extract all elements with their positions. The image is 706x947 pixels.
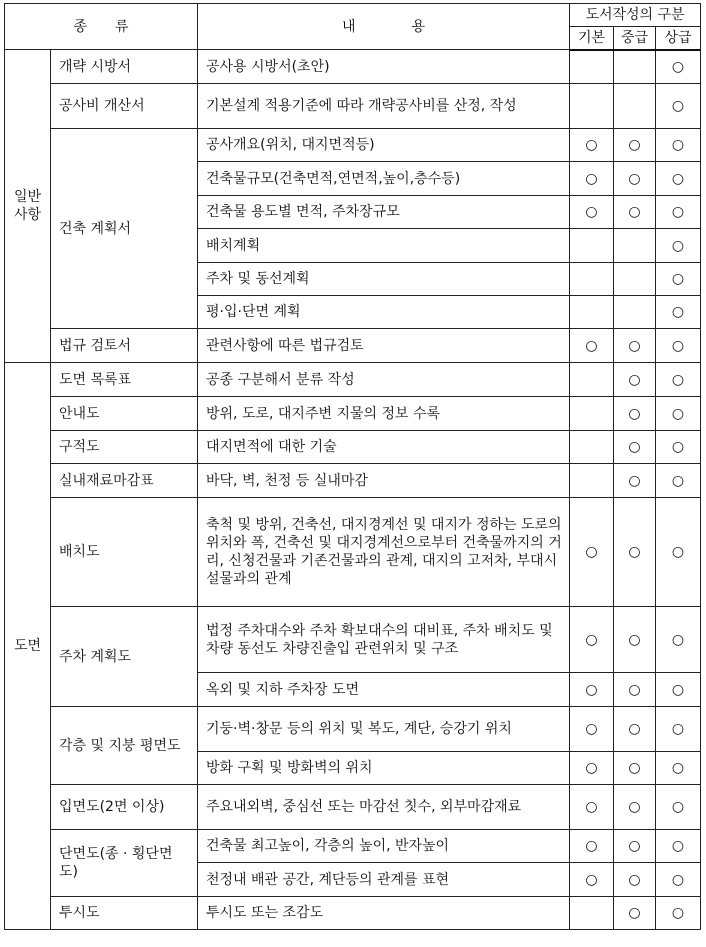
mark-basic <box>570 464 614 498</box>
content-cell: 공사용 시방서(초안) <box>198 50 570 84</box>
content-cell: 공종 구분해서 분류 작성 <box>198 363 570 397</box>
mark-advanced: ○ <box>656 431 701 464</box>
content-cell: 대지면적에 대한 기술 <box>198 431 570 464</box>
item-outline-spec: 개략 시방서 <box>51 50 198 84</box>
mark-advanced: ○ <box>656 50 701 84</box>
content-cell: 바닥, 벽, 천정 등 실내마감 <box>198 464 570 498</box>
content-cell: 축척 및 방위, 건축선, 대지경계선 및 대지가 정하는 도로의 위치와 폭, 건축선 및 대지경계선으로부터 건축물까지의 거리, 신청건물과 기존건물과의 관계, 대지의 고저차, 부대시설물과의 관계 <box>198 498 570 607</box>
mark-basic: ○ <box>570 707 614 752</box>
header-content: 내 용 <box>198 4 570 50</box>
mark-advanced: ○ <box>656 84 701 129</box>
mark-intermediate: ○ <box>614 707 656 752</box>
mark-intermediate: ○ <box>614 863 656 897</box>
mark-intermediate: ○ <box>614 673 656 707</box>
mark-intermediate: ○ <box>614 498 656 607</box>
content-cell: 건축물 용도별 면적, 주차장규모 <box>198 196 570 229</box>
mark-basic: ○ <box>570 752 614 785</box>
item-location-map: 안내도 <box>51 397 198 431</box>
mark-basic: ○ <box>570 607 614 673</box>
mark-basic <box>570 431 614 464</box>
category-general: 일반 사항 <box>5 50 51 363</box>
mark-advanced: ○ <box>656 162 701 196</box>
mark-basic <box>570 50 614 84</box>
mark-intermediate: ○ <box>614 162 656 196</box>
item-code-review: 법규 검토서 <box>51 329 198 363</box>
mark-intermediate: ○ <box>614 464 656 498</box>
mark-basic: ○ <box>570 673 614 707</box>
mark-advanced: ○ <box>656 296 701 329</box>
mark-advanced: ○ <box>656 897 701 930</box>
item-building-plan: 건축 계획서 <box>51 129 198 329</box>
mark-intermediate <box>614 229 656 263</box>
content-cell: 관련사항에 따른 법규검토 <box>198 329 570 363</box>
item-finish-schedule: 실내재료마감표 <box>51 464 198 498</box>
mark-basic: ○ <box>570 162 614 196</box>
item-drawing-list: 도면 목록표 <box>51 363 198 397</box>
mark-basic: ○ <box>570 129 614 162</box>
mark-advanced: ○ <box>656 498 701 607</box>
content-cell: 기본설계 적용기준에 따라 개략공사비를 산정, 작성 <box>198 84 570 129</box>
mark-intermediate: ○ <box>614 607 656 673</box>
content-cell: 건축물 최고높이, 각층의 높이, 반자높이 <box>198 830 570 863</box>
mark-advanced: ○ <box>656 229 701 263</box>
header-level-advanced: 상급 <box>656 27 701 50</box>
mark-advanced: ○ <box>656 263 701 296</box>
category-drawings: 도면 <box>5 363 51 930</box>
mark-intermediate: ○ <box>614 830 656 863</box>
mark-basic <box>570 296 614 329</box>
mark-intermediate <box>614 296 656 329</box>
header-level-intermediate: 중급 <box>614 27 656 50</box>
item-sections: 단면도(종 · 횡단면도) <box>51 830 198 897</box>
mark-advanced: ○ <box>656 329 701 363</box>
mark-advanced: ○ <box>656 785 701 830</box>
mark-basic <box>570 84 614 129</box>
mark-basic: ○ <box>570 785 614 830</box>
content-cell: 공사개요(위치, 대지면적등) <box>198 129 570 162</box>
item-floor-roof-plans: 각층 및 지붕 평면도 <box>51 707 198 785</box>
content-cell: 방위, 도로, 대지주변 지물의 정보 수록 <box>198 397 570 431</box>
mark-basic <box>570 263 614 296</box>
mark-advanced: ○ <box>656 607 701 673</box>
mark-intermediate: ○ <box>614 752 656 785</box>
item-parking-plan: 주차 계획도 <box>51 607 198 707</box>
drawing-requirements-table <box>4 3 701 930</box>
content-cell: 법정 주차대수와 주차 확보대수의 대비표, 주차 배치도 및 차량 동선도 차량진출입 관련위치 및 구조 <box>198 607 570 673</box>
content-cell: 배치계획 <box>198 229 570 263</box>
item-site-plan: 배치도 <box>51 498 198 607</box>
header-kind: 종 류 <box>5 4 198 50</box>
content-cell: 주요내외벽, 중심선 또는 마감선 칫수, 외부마감재료 <box>198 785 570 830</box>
item-area-calc: 구적도 <box>51 431 198 464</box>
mark-intermediate <box>614 50 656 84</box>
item-cost-estimate: 공사비 개산서 <box>51 84 198 129</box>
content-cell: 평·입·단면 계획 <box>198 296 570 329</box>
mark-basic <box>570 397 614 431</box>
mark-basic: ○ <box>570 329 614 363</box>
mark-advanced: ○ <box>656 707 701 752</box>
mark-advanced: ○ <box>656 196 701 229</box>
mark-basic: ○ <box>570 863 614 897</box>
mark-intermediate: ○ <box>614 363 656 397</box>
mark-basic <box>570 897 614 930</box>
mark-basic <box>570 229 614 263</box>
content-cell: 옥외 및 지하 주차장 도면 <box>198 673 570 707</box>
mark-intermediate <box>614 84 656 129</box>
mark-advanced: ○ <box>656 129 701 162</box>
mark-advanced: ○ <box>656 863 701 897</box>
content-cell: 투시도 또는 조감도 <box>198 897 570 930</box>
mark-intermediate: ○ <box>614 129 656 162</box>
mark-intermediate: ○ <box>614 329 656 363</box>
item-elevations: 입면도(2면 이상) <box>51 785 198 830</box>
mark-basic <box>570 363 614 397</box>
mark-advanced: ○ <box>656 673 701 707</box>
mark-basic: ○ <box>570 830 614 863</box>
mark-intermediate: ○ <box>614 785 656 830</box>
item-perspective: 투시도 <box>51 897 198 930</box>
content-cell: 천정내 배관 공간, 계단등의 관계를 표현 <box>198 863 570 897</box>
mark-intermediate: ○ <box>614 397 656 431</box>
header-level-basic: 기본 <box>570 27 614 50</box>
mark-advanced: ○ <box>656 363 701 397</box>
mark-advanced: ○ <box>656 397 701 431</box>
mark-advanced: ○ <box>656 752 701 785</box>
content-cell: 방화 구획 및 방화벽의 위치 <box>198 752 570 785</box>
mark-intermediate: ○ <box>614 897 656 930</box>
mark-intermediate: ○ <box>614 431 656 464</box>
mark-advanced: ○ <box>656 464 701 498</box>
content-cell: 주차 및 동선계획 <box>198 263 570 296</box>
content-cell: 기둥·벽·창문 등의 위치 및 복도, 계단, 승강기 위치 <box>198 707 570 752</box>
mark-intermediate <box>614 263 656 296</box>
content-cell: 건축물규모(건축면적,연면적,높이,층수등) <box>198 162 570 196</box>
mark-basic: ○ <box>570 196 614 229</box>
header-group: 도서작성의 구분 <box>570 4 701 27</box>
mark-basic: ○ <box>570 498 614 607</box>
mark-advanced: ○ <box>656 830 701 863</box>
mark-intermediate: ○ <box>614 196 656 229</box>
